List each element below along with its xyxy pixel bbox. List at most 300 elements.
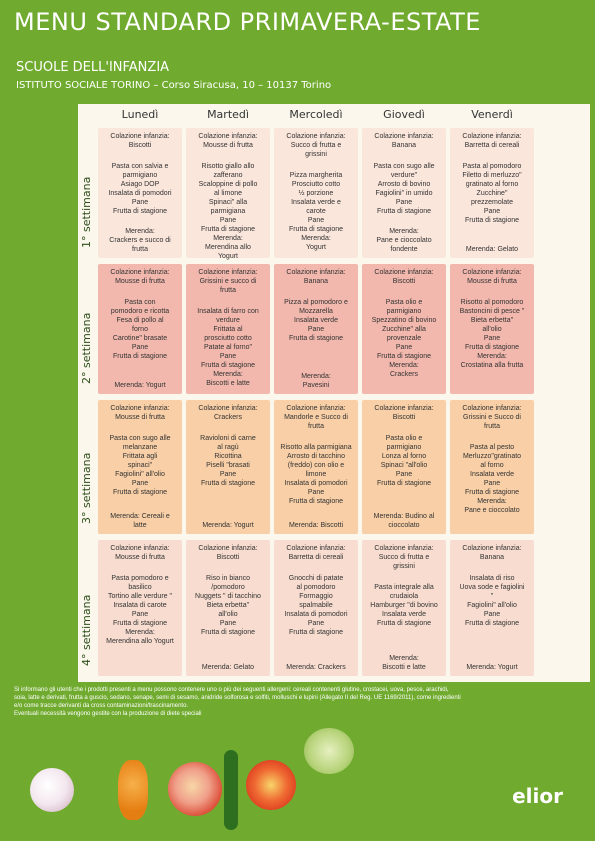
cell-line: cioccolato [388, 522, 420, 529]
cell-line: Fesa di pollo al [116, 317, 164, 324]
cell-line: Pane [131, 611, 149, 618]
cell-line: /pomodoro [211, 584, 245, 591]
cell-line: Pane [219, 353, 237, 360]
week-label [80, 128, 96, 258]
day-header: Lunedì [121, 108, 159, 121]
cell-merenda [277, 663, 355, 672]
cell-line: Pane [131, 199, 149, 206]
cell-pasto [453, 574, 531, 628]
cell-line: Colazione infanzia: [462, 545, 522, 552]
cell-line: zafferano [213, 172, 243, 179]
cell-line: Barretta di cereali [288, 554, 344, 561]
cell-line: Risotto alla parmigiana [280, 444, 352, 451]
cell-colazione [365, 404, 443, 422]
page-subtitle: SCUOLE DELL'INFANZIA [16, 60, 170, 75]
cell-pasto [189, 307, 267, 388]
cell-merenda [101, 381, 179, 390]
cell-pasto [189, 162, 267, 261]
cell-line: Frutta di stagione [112, 353, 168, 360]
cell-line: Colazione infanzia: [462, 133, 522, 140]
cell-line: all'olio [218, 611, 238, 618]
cell-colazione [101, 544, 179, 562]
cell-line: Pizza al pomodoro e [284, 299, 348, 306]
cell-line: Pane [307, 326, 325, 333]
cell-line: Frutta di stagione [464, 489, 520, 496]
cell-line: Mozzarella [299, 308, 333, 315]
cell-line: Risotto giallo allo [201, 163, 255, 170]
cell-line: Banana [479, 554, 505, 561]
cell-line: Frutta di stagione [464, 344, 520, 351]
cell-line: Yogurt [306, 244, 326, 251]
cell-line: al ragù [217, 444, 239, 451]
cell-merenda [365, 512, 443, 530]
cell-line: Crackers e succo di [109, 237, 171, 244]
allergen-note-line: Eventuali necessità vengono gestite con la produzione di diete speciali [14, 711, 202, 717]
broccoli-illustration [304, 728, 354, 774]
cell-line: Biscotti [128, 142, 152, 149]
cell-line: Pizza margherita [289, 172, 343, 179]
cell-line: Mandorle e Succo di [284, 414, 348, 421]
cell-line: frutta [484, 423, 500, 430]
cell-line: pomodoro e ricotta [110, 308, 170, 315]
menu-cell [274, 400, 358, 534]
cell-line: grissini [393, 563, 415, 570]
menu-cell [450, 128, 534, 258]
cell-line: Fagiolini" all'olio [467, 602, 517, 609]
menu-cell [450, 264, 534, 394]
cell-merenda [453, 245, 531, 254]
cell-line: Insalata di farro con [197, 308, 259, 315]
cell-line: Mousse di frutta [203, 142, 253, 149]
cell-line: Pasta integrale alla [374, 584, 434, 591]
cell-line: Pasta con salvia e [111, 163, 169, 170]
allergen-note-line: Si informano gli utenti che i prodotti presenti a menu possono contenere uno o più dei seguenti allergeni: cereali contenenti glutine, crostacei, uova, pesce, arachidi, [14, 687, 449, 693]
cell-line: Frutta di stagione [376, 208, 432, 215]
cell-colazione [277, 404, 355, 431]
cell-line: Pavesini [302, 382, 330, 389]
cell-pasto [101, 434, 179, 497]
elior-logo: elior [512, 784, 563, 808]
cell-line: Colazione infanzia: [286, 545, 346, 552]
cell-line: Risotto al pomodoro [460, 299, 524, 306]
menu-cell [98, 540, 182, 676]
cell-line: Merenda: Gelato [465, 246, 519, 253]
cell-line: Insalata verde [294, 317, 338, 324]
cell-line: Yogurt [218, 253, 238, 260]
cell-line: Insalata di carote [113, 602, 167, 609]
cell-colazione [189, 132, 267, 150]
cell-line: Merenda: [389, 362, 419, 369]
cell-line: Formaggio [299, 593, 333, 600]
cell-line: forno [132, 326, 148, 333]
cell-line: frutta [132, 246, 148, 253]
cell-line: basilico [128, 584, 152, 591]
institute-address: ISTITUTO SOCIALE TORINO – Corso Siracusa, 10 – 10137 Torino [16, 80, 332, 91]
menu-cell [362, 264, 446, 394]
cell-line: Frutta di stagione [200, 362, 256, 369]
cell-line: Gnocchi di patate [288, 575, 344, 582]
cell-line: Colazione infanzia: [286, 269, 346, 276]
menu-cell [98, 264, 182, 394]
cell-merenda [189, 521, 267, 530]
cell-line: Colazione infanzia: [110, 133, 170, 140]
cell-line: Lonza al forno [381, 453, 427, 460]
cell-line: Frutta di stagione [200, 480, 256, 487]
allergen-note-line: e/o come tracce derivanti da cross contaminazioni/trascinamento. [14, 703, 189, 709]
cell-line: Insalata verde e [291, 199, 341, 206]
cell-line: spinaci" [127, 462, 153, 469]
cell-line: Insalata di riso [469, 575, 515, 582]
cell-line: Pasta pomodoro e [111, 575, 169, 582]
cell-colazione [101, 268, 179, 286]
cell-merenda [189, 663, 267, 672]
tomato-slice-illustration [246, 760, 296, 810]
cell-line: Tortino alle verdure " [108, 593, 172, 600]
cell-line: Biscotti [216, 554, 240, 561]
cell-line: Spinaci" alla [208, 199, 248, 206]
cell-line: Pane [307, 217, 325, 224]
cell-line: Frutta di stagione [464, 620, 520, 627]
cell-colazione [453, 132, 531, 150]
cell-line: Frutta di stagione [376, 620, 432, 627]
day-header: Giovedì [383, 108, 425, 121]
cell-pasto [365, 162, 443, 216]
cell-line: all'olio [482, 326, 502, 333]
cell-line: Merenda: [477, 498, 507, 505]
cell-merenda [101, 512, 179, 530]
cell-line: Pane [131, 480, 149, 487]
cell-line: Biscotti [392, 278, 416, 285]
cell-line: Grissini e succo di [199, 278, 257, 285]
cell-merenda [453, 663, 531, 672]
cell-line: Merenda: [389, 655, 419, 662]
pumpkin-illustration [118, 760, 148, 820]
cell-line: parmigiano [386, 308, 422, 315]
cell-line: verdure [216, 317, 240, 324]
cell-line: parmigiano [122, 172, 158, 179]
cell-colazione [453, 544, 531, 562]
cell-line: Pasta con sugo alle [373, 163, 435, 170]
cell-line: Arrosto di bovino [377, 181, 431, 188]
week-label [80, 400, 96, 534]
onion-illustration [30, 768, 74, 812]
cell-colazione [365, 132, 443, 150]
cell-line: Merenda: Crackers [286, 664, 346, 671]
cell-line: Insalata verde [470, 471, 514, 478]
cell-line: Frittata al [213, 326, 243, 333]
cell-line: Colazione infanzia: [462, 405, 522, 412]
cell-line: Colazione infanzia: [462, 269, 522, 276]
cell-line: Colazione infanzia: [110, 269, 170, 276]
cell-line: Frutta di stagione [112, 208, 168, 215]
cell-line: Asiago DOP [120, 181, 160, 188]
cell-line: Insalata di pomodori [108, 190, 172, 197]
cell-line: Carotine" brasate [112, 335, 168, 342]
cell-line: Mousse di frutta [115, 554, 165, 561]
cell-colazione [453, 268, 531, 286]
cell-line: crudaiola [389, 593, 419, 600]
cell-line: Hamburger "di bovino [370, 602, 438, 609]
cell-line: al forno [480, 462, 504, 469]
cell-line: Colazione infanzia: [374, 545, 434, 552]
allergen-note [14, 686, 586, 718]
cell-line: Merenda: Gelato [201, 664, 255, 671]
cell-pasto [365, 298, 443, 379]
cell-line: spalmabile [299, 602, 333, 609]
cell-line: Frutta di stagione [112, 489, 168, 496]
cell-colazione [277, 132, 355, 159]
cell-line: Insalata di pomodori [284, 611, 348, 618]
cell-pasto [453, 162, 531, 225]
cell-line: Colazione infanzia: [198, 405, 258, 412]
cell-line: Frutta di stagione [288, 335, 344, 342]
cell-line: Pane [307, 489, 325, 496]
cell-line: Ricottina [214, 453, 242, 460]
cell-line: Patate al forno" [203, 344, 252, 351]
cell-line: Merenda: [213, 371, 243, 378]
cell-merenda [277, 521, 355, 530]
cell-line: Mousse di frutta [115, 414, 165, 421]
cell-line: Merenda: Budino al [373, 513, 435, 520]
cell-line: Uova sode e fagiolini [459, 584, 525, 591]
week-label-text: 1° settimana [80, 176, 93, 248]
cell-line: Colazione infanzia: [286, 133, 346, 140]
cell-line: Merenda: Yogurt [202, 522, 254, 529]
cell-line: Pasta al pesto [469, 444, 515, 451]
cell-line: Pane [483, 611, 501, 618]
cell-line: ½ porzione [298, 190, 334, 197]
cell-line: al limone [213, 190, 242, 197]
cell-pasto [277, 298, 355, 343]
cell-line: Crackers [213, 414, 242, 421]
cell-line: Pasta con sugo alle [109, 435, 171, 442]
menu-cell [274, 540, 358, 676]
cell-merenda [365, 227, 443, 254]
cell-line: Merenda: [477, 353, 507, 360]
cell-line: Pane e cioccolato [376, 237, 432, 244]
cell-line: Pane [395, 199, 413, 206]
menu-cell [98, 128, 182, 258]
cell-line: Frutta di stagione [200, 226, 256, 233]
cell-line: " [490, 593, 494, 600]
cell-line: Colazione infanzia: [374, 269, 434, 276]
cell-line: Pane [395, 471, 413, 478]
cell-line: Pane [307, 620, 325, 627]
cell-line: Biscotti [392, 414, 416, 421]
cell-line: latte [133, 522, 147, 529]
cell-colazione [277, 544, 355, 562]
cell-line: Frutta di stagione [376, 353, 432, 360]
cell-line: Insalata di pomodori [284, 480, 348, 487]
cell-line: Succo di frutta e [378, 554, 430, 561]
cell-line: Scaloppine di pollo [198, 181, 258, 188]
cell-line: Piselli "brasati [206, 462, 250, 469]
cell-line: Merenda: Yogurt [114, 382, 166, 389]
cell-line: Frutta di stagione [112, 620, 168, 627]
cell-pasto [277, 574, 355, 637]
cell-merenda [277, 372, 355, 390]
menu-cell [186, 128, 270, 258]
cell-line: Bastoncini di pesce " [459, 308, 525, 315]
cell-line: Pasta con [124, 299, 156, 306]
cell-line: Frutta di stagione [464, 217, 520, 224]
cell-line: Merenda: [301, 373, 331, 380]
cell-line: Mousse di frutta [467, 278, 517, 285]
cell-line: Merenda: Biscotti [288, 522, 344, 529]
cell-line: Grissini e Succo di [463, 414, 521, 421]
cell-line: Crostatina alla frutta [460, 362, 524, 369]
cell-line: Zucchine" alla [382, 326, 426, 333]
cell-line: Pasta al pomodoro [462, 163, 522, 170]
cell-merenda [365, 654, 443, 672]
cell-line: Pane [483, 480, 501, 487]
zucchini-illustration [224, 750, 238, 830]
day-header: Martedì [207, 108, 249, 121]
cell-line: limone [305, 471, 327, 478]
cell-line: al pomodoro [296, 584, 336, 591]
cell-line: Colazione infanzia: [198, 545, 258, 552]
cell-line: Pasta olio e [385, 435, 423, 442]
cell-line: Colazione infanzia: [198, 269, 258, 276]
week-label-text: 4° settimana [80, 594, 93, 666]
cell-pasto [101, 574, 179, 646]
cell-line: Merendina allo Yogurt [106, 638, 174, 645]
cell-line: Colazione infanzia: [110, 545, 170, 552]
cell-line: Insalata verde [382, 611, 426, 618]
cell-line: Banana [391, 142, 417, 149]
cell-line: Pane [219, 217, 237, 224]
cell-pasto [277, 171, 355, 252]
cell-line: carote [306, 208, 326, 215]
cell-line: Merenda: Cereali e [110, 513, 170, 520]
cell-line: Merluzzo"gratinato [462, 453, 522, 460]
cell-colazione [189, 404, 267, 422]
cell-line: (freddo) con olio e [287, 462, 345, 469]
cell-line: Pane [219, 620, 237, 627]
cell-line: Frutta di stagione [288, 629, 344, 636]
menu-cell [362, 400, 446, 534]
cell-colazione [101, 132, 179, 150]
cell-line: provenzale [386, 335, 422, 342]
cell-line: Nuggets " di tacchino [195, 593, 261, 600]
cell-line: Filetto di merluzzo" [462, 172, 522, 179]
cell-line: Pane e cioccolato [464, 507, 520, 514]
cell-pasto [365, 583, 443, 628]
cell-line: Bieta erbetta" [470, 317, 514, 324]
cell-colazione [277, 268, 355, 286]
cell-line: Riso in bianco [206, 575, 250, 582]
cell-line: Merendina allo [205, 244, 251, 251]
cell-line: gratinato al forno [465, 181, 519, 188]
cell-line: fondente [390, 246, 418, 253]
cell-line: verdure" [390, 172, 418, 179]
cell-line: Pane [395, 344, 413, 351]
menu-cell [274, 128, 358, 258]
cell-line: Pane [483, 208, 501, 215]
cell-line: Biscotti e latte [382, 664, 426, 671]
menu-cell [186, 400, 270, 534]
page-title: MENU STANDARD PRIMAVERA-ESTATE [14, 8, 481, 36]
cell-line: Frutta di stagione [200, 629, 256, 636]
cell-line: Colazione infanzia: [286, 405, 346, 412]
week-label-text: 2° settimana [80, 312, 93, 384]
cell-line: Fagiolini" in umido [375, 190, 433, 197]
cell-line: Pane [219, 471, 237, 478]
cell-merenda [101, 227, 179, 254]
cell-line: Merenda: [125, 228, 155, 235]
menu-cell [362, 540, 446, 676]
cell-line: Mousse di frutta [115, 278, 165, 285]
cell-line: Zucchine" [476, 190, 508, 197]
allergen-note-line: soia, latte e derivati, frutta a guscio, sedano, senape, semi di sesamo, anidride solforosa e solfiti, molluschi e lupini (Allegato II del Reg. UE 1169/2011), come ingredienti [14, 695, 461, 701]
cell-line: Bieta erbetta" [206, 602, 250, 609]
day-header: Mercoledì [289, 108, 343, 121]
cell-line: Merenda: Yogurt [466, 664, 518, 671]
cell-line: Biscotti e latte [206, 380, 250, 387]
menu-cell [186, 540, 270, 676]
cell-line: Merenda: [125, 629, 155, 636]
menu-cell [274, 264, 358, 394]
cell-line: Succo di frutta e [290, 142, 342, 149]
menu-cell [186, 264, 270, 394]
cell-pasto [277, 443, 355, 506]
cell-line: Colazione infanzia: [374, 405, 434, 412]
cell-line: Frutta di stagione [288, 498, 344, 505]
cell-line: Fagiolini" all'olio [115, 471, 165, 478]
cell-line: prosciutto cotto [204, 335, 252, 342]
cell-pasto [189, 434, 267, 488]
menu-cell [450, 540, 534, 676]
cell-pasto [365, 434, 443, 488]
cell-line: Prosciutto cotto [291, 181, 341, 188]
cell-pasto [453, 443, 531, 515]
menu-cell [362, 128, 446, 258]
cell-pasto [101, 298, 179, 361]
week-label [80, 540, 96, 676]
cell-colazione [453, 404, 531, 431]
cell-line: Spezzatino di bovino [371, 317, 437, 324]
cell-line: Colazione infanzia: [110, 405, 170, 412]
cell-line: grissini [305, 151, 327, 158]
cell-line: Frittata agli [122, 453, 158, 460]
cell-line: Ravioloni di carne [200, 435, 256, 442]
cell-colazione [101, 404, 179, 422]
cell-colazione [365, 268, 443, 286]
cell-line: Arrosto di tacchino [287, 453, 345, 460]
cell-line: frutta [220, 287, 236, 294]
cell-line: parmigiana [210, 208, 246, 215]
cell-line: Frutta di stagione [376, 480, 432, 487]
cell-line: Colazione infanzia: [198, 133, 258, 140]
day-header: Venerdì [471, 108, 513, 121]
menu-cell [98, 400, 182, 534]
cell-line: Pane [131, 344, 149, 351]
cell-line: Merenda: [213, 235, 243, 242]
cell-line: parmigiano [386, 444, 422, 451]
cell-colazione [189, 268, 267, 295]
cell-line: Crackers [389, 371, 418, 378]
cell-line: Barretta di cereali [464, 142, 520, 149]
cell-line: Banana [303, 278, 329, 285]
cell-line: Spinaci "all'olio [380, 462, 428, 469]
week-label-text: 3° settimana [80, 452, 93, 524]
cell-line: prezzemolate [470, 199, 514, 206]
cell-line: Merenda: [389, 228, 419, 235]
cell-line: Frutta di stagione [288, 226, 344, 233]
cell-line: Pasta olio e [385, 299, 423, 306]
cell-line: melanzane [122, 444, 158, 451]
menu-cell [450, 400, 534, 534]
